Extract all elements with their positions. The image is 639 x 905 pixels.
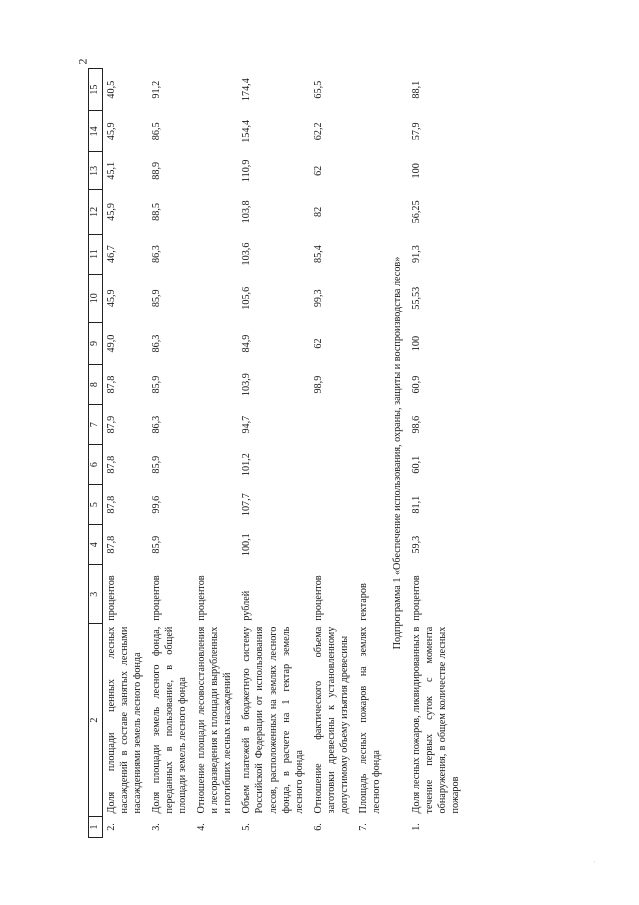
- header-cell: 14: [89, 111, 103, 152]
- unit-cell: процентов: [410, 575, 422, 621]
- indicator-name: Отношение площади лесовосстановления и лесоразведения к площади вырубленных и погибших лесных насаждений: [196, 626, 234, 814]
- value-cell: [355, 190, 387, 234]
- table-row: [148, 69, 193, 838]
- value-cell: 60,9: [410, 375, 422, 394]
- value-cell: 62: [312, 165, 324, 176]
- table-row: [193, 69, 238, 838]
- value-cell: 87,8: [106, 535, 117, 554]
- value-cell: 62,2: [312, 122, 324, 141]
- value-cell: 100: [410, 335, 422, 352]
- value-cell: [193, 69, 238, 111]
- value-cell: [193, 525, 238, 565]
- indicators-table: [88, 68, 466, 838]
- value-cell: [310, 485, 355, 525]
- unit-cell: гектаров: [357, 583, 369, 621]
- indicator-name: Доля площади ценных лесных насаждений в составе занятых лесными насаждениями земель лесного фонда: [106, 626, 144, 814]
- header-cell: 15: [89, 69, 103, 111]
- value-cell: 86,5: [151, 122, 163, 141]
- header-cell: 3: [89, 565, 103, 624]
- value-cell: 99,3: [312, 289, 324, 308]
- value-cell: [193, 234, 238, 274]
- value-cell: [355, 152, 387, 190]
- value-cell: [193, 152, 238, 190]
- table-row: [310, 69, 355, 838]
- page-number: 2: [75, 58, 90, 65]
- scan-mark: ·: [593, 858, 596, 867]
- unit-cell: процентов: [312, 575, 324, 621]
- value-cell: [355, 274, 387, 322]
- table-row: [408, 69, 466, 838]
- value-cell: [193, 445, 238, 485]
- value-cell: 107,7: [241, 493, 253, 517]
- indicator-name: Доля лесных пожаров, ликвидированных в течение первых суток с момента обнаружения, в общем количестве лесных пожаров: [410, 626, 462, 814]
- value-cell: 85,9: [151, 375, 163, 394]
- value-cell: 49,0: [106, 334, 117, 353]
- value-cell: 40,5: [106, 80, 117, 99]
- value-cell: [310, 405, 355, 445]
- rotated-table-frame: [88, 68, 606, 838]
- value-cell: [193, 365, 238, 405]
- unit-cell: процентов: [196, 575, 208, 621]
- header-cell: 1: [89, 816, 103, 837]
- unit-cell: процентов: [151, 575, 163, 621]
- value-cell: [355, 69, 387, 111]
- value-cell: 45,9: [106, 202, 117, 221]
- indicator-name: Объем платежей в бюджетную систему Российской Федерации от использования лесов, расположенных на землях лесного фонда, в расчете на 1 гектар земель лесного фонда: [241, 626, 305, 814]
- value-cell: 87,8: [106, 455, 117, 474]
- value-cell: 100: [410, 163, 422, 179]
- value-cell: 85,9: [151, 289, 163, 308]
- subprogram-row: [387, 69, 408, 838]
- value-cell: [193, 322, 238, 364]
- value-cell: 103,8: [241, 200, 253, 224]
- value-cell: [193, 190, 238, 234]
- value-cell: 98,9: [312, 375, 324, 394]
- value-cell: [355, 445, 387, 485]
- row-number: 5.: [241, 823, 253, 831]
- value-cell: 59,3: [410, 535, 422, 554]
- header-cell: 7: [89, 405, 103, 445]
- header-cell: 9: [89, 322, 103, 364]
- value-cell: 88,1: [410, 80, 422, 99]
- header-cell: 2: [89, 624, 103, 817]
- row-number: 3.: [151, 823, 163, 831]
- value-cell: 88,9: [151, 161, 163, 180]
- header-cell: 6: [89, 445, 103, 485]
- value-cell: 57,9: [410, 122, 422, 141]
- value-cell: 82: [312, 206, 324, 217]
- value-cell: [193, 274, 238, 322]
- value-cell: 86,3: [151, 415, 163, 434]
- value-cell: 85,4: [312, 245, 324, 263]
- value-cell: 84,9: [241, 334, 253, 353]
- header-cell: 10: [89, 274, 103, 322]
- indicator-name: Площадь лесных пожаров на землях лесного фонда: [357, 626, 382, 814]
- value-cell: 98,6: [410, 415, 422, 434]
- table-row: [355, 69, 387, 838]
- value-cell: 85,9: [151, 455, 163, 474]
- value-cell: [355, 111, 387, 152]
- value-cell: 103,6: [241, 242, 253, 266]
- row-number: 2.: [106, 823, 117, 831]
- value-cell: 85,9: [151, 535, 163, 554]
- table-body: [103, 69, 467, 838]
- value-cell: 87,8: [106, 375, 117, 394]
- value-cell: 94,7: [241, 415, 253, 434]
- value-cell: 88,5: [151, 202, 163, 221]
- row-number: 6.: [312, 823, 324, 831]
- header-cell: 8: [89, 365, 103, 405]
- value-cell: 103,9: [241, 373, 253, 397]
- value-cell: 45,9: [106, 289, 117, 308]
- value-cell: 105,6: [241, 286, 253, 310]
- value-cell: 87,8: [106, 495, 117, 514]
- value-cell: 81,1: [410, 495, 422, 514]
- value-cell: 45,1: [106, 161, 117, 180]
- header-cell: 11: [89, 234, 103, 274]
- value-cell: [193, 405, 238, 445]
- value-cell: [355, 485, 387, 525]
- value-cell: 45,9: [106, 122, 117, 141]
- value-cell: [355, 365, 387, 405]
- value-cell: [193, 485, 238, 525]
- value-cell: 154,4: [241, 119, 253, 143]
- value-cell: 65,5: [312, 80, 324, 99]
- value-cell: 91,3: [410, 245, 422, 263]
- value-cell: 87,9: [106, 415, 117, 434]
- value-cell: [310, 525, 355, 565]
- row-number: 4.: [196, 823, 208, 831]
- unit-cell: процентов: [106, 575, 117, 621]
- row-number: 1.: [410, 823, 422, 831]
- value-cell: 174,4: [241, 78, 253, 102]
- value-cell: [193, 111, 238, 152]
- value-cell: 56,25: [410, 200, 422, 224]
- value-cell: 100,1: [241, 533, 253, 557]
- value-cell: 62: [312, 338, 324, 349]
- value-cell: 110,9: [241, 159, 253, 183]
- value-cell: [355, 405, 387, 445]
- header-cell: 12: [89, 190, 103, 234]
- table-row: [238, 69, 309, 838]
- value-cell: 86,3: [151, 245, 163, 263]
- row-number: 7.: [357, 823, 369, 831]
- header-row: [89, 69, 103, 838]
- value-cell: [310, 445, 355, 485]
- value-cell: 91,2: [151, 80, 163, 99]
- value-cell: [355, 234, 387, 274]
- indicator-name: Отношение фактического объема заготовки древесины к установленному допустимому объему изъятия древесины: [312, 626, 350, 814]
- value-cell: [355, 322, 387, 364]
- header-cell: 4: [89, 525, 103, 565]
- value-cell: 60,1: [410, 455, 422, 474]
- value-cell: 101,2: [241, 453, 253, 477]
- value-cell: 86,3: [151, 334, 163, 353]
- header-cell: 13: [89, 152, 103, 190]
- value-cell: [355, 525, 387, 565]
- value-cell: 99,6: [151, 495, 163, 514]
- value-cell: 46,7: [106, 245, 117, 263]
- header-cell: 5: [89, 485, 103, 525]
- table-row: [103, 69, 149, 838]
- indicator-name: Доля площади земель лесного фонда, переданных в пользование, в общей площади земель лесного фонда: [151, 626, 189, 814]
- value-cell: 55,53: [410, 286, 422, 310]
- unit-cell: рублей: [241, 590, 253, 621]
- subprogram-title: Подпрограмма 1 «Обеспечение использования, охраны, защиты и воспроизводства лесов»: [391, 256, 403, 650]
